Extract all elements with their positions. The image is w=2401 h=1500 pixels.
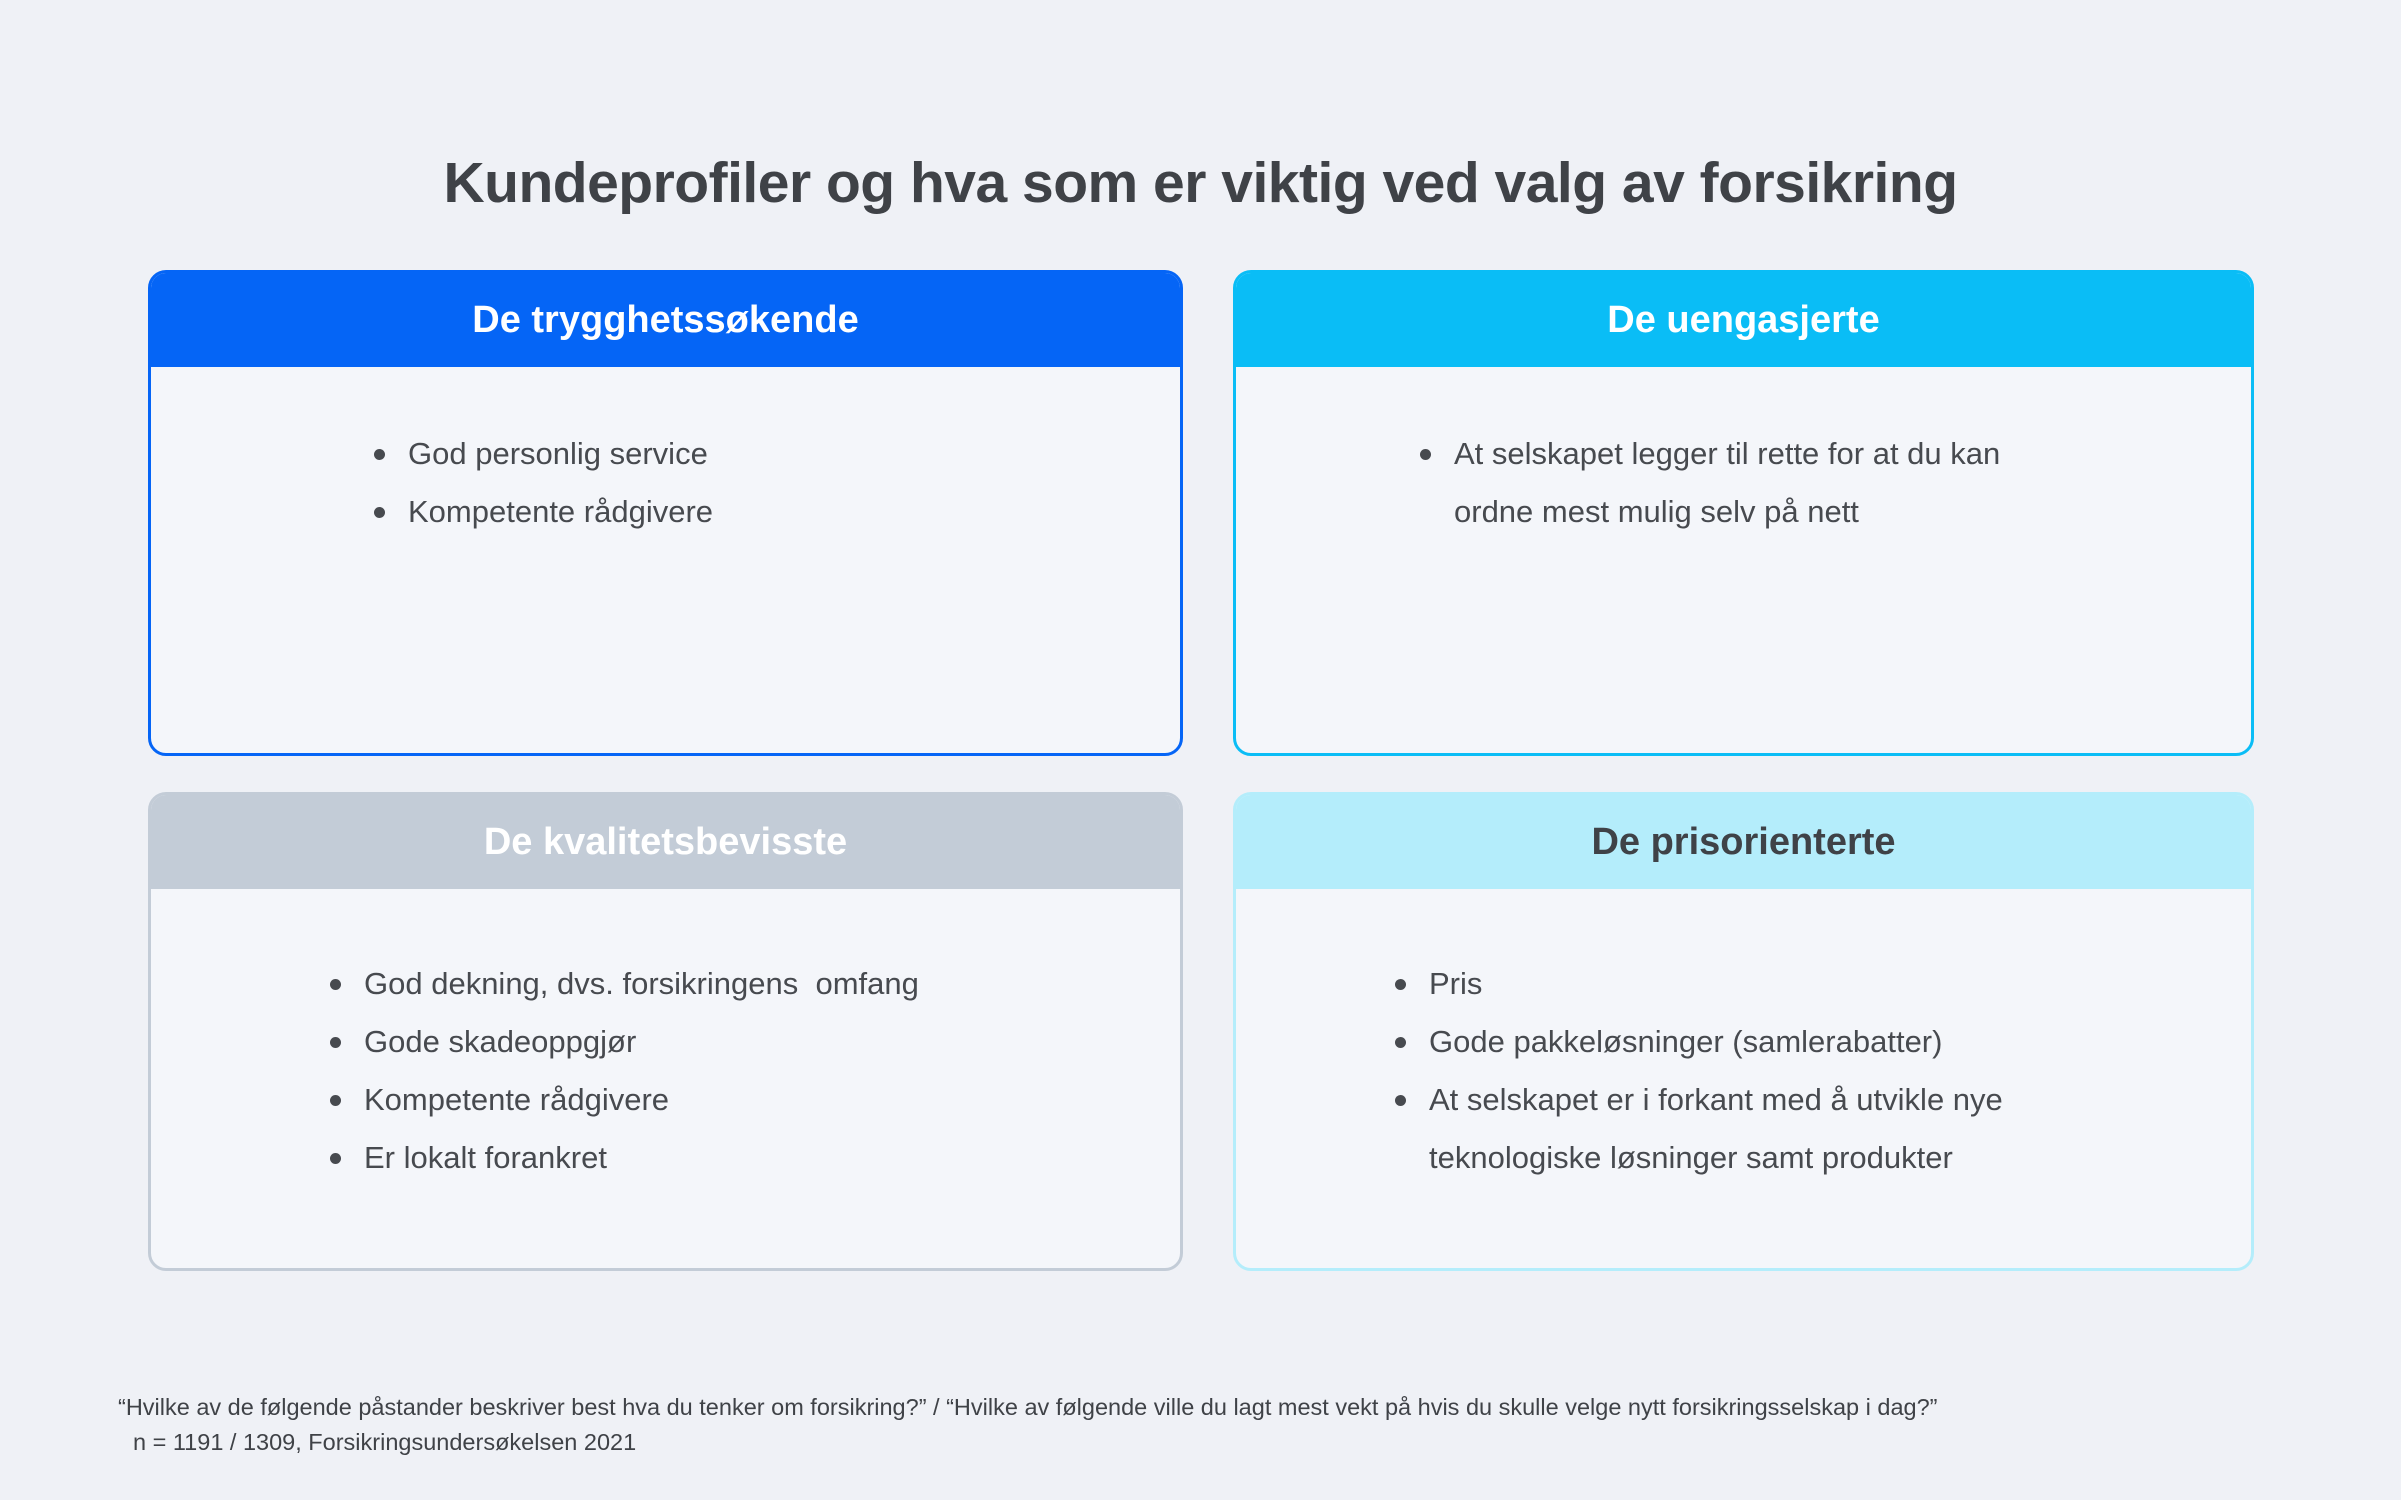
footer-sample-size: n = 1191 / 1309, Forsikringsundersøkelsen 2021 <box>133 1429 637 1455</box>
card-prisorienterte <box>1233 792 2254 1271</box>
bullet-list <box>1418 425 2028 541</box>
card-uengasjerte-header: De uengasjerte <box>1236 273 2251 367</box>
footer-source-note <box>118 1390 1937 1460</box>
card-kvalitetsbevisste-body <box>151 955 1180 1187</box>
bullet-item: Gode skadeoppgjør <box>328 1013 1180 1071</box>
bullet-item: God personlig service <box>372 425 1180 483</box>
bullet-list <box>372 425 1180 541</box>
bullet-item: Gode pakkeløsninger (samlerabatter) <box>1393 1013 2073 1071</box>
footer-question-text: “Hvilke av de følgende påstander beskriver best hva du tenker om forsikring?” / “Hvilke av følgende ville du lagt mest vekt på hvis du skulle velge nytt forsikringsselskap i dag?” <box>118 1394 1938 1420</box>
bullet-item: Kompetente rådgivere <box>328 1071 1180 1129</box>
bullet-item: God dekning, dvs. forsikringens omfang <box>328 955 1180 1013</box>
bullet-item: At selskapet legger til rette for at du kan ordne mest mulig selv på nett <box>1418 425 2028 541</box>
bullet-item: At selskapet er i forkant med å utvikle nye teknologiske løsninger samt produkter <box>1393 1071 2073 1187</box>
card-trygghetssokende-body <box>151 425 1180 541</box>
card-trygghetssokende <box>148 270 1183 756</box>
card-kvalitetsbevisste <box>148 792 1183 1271</box>
bullet-item: Pris <box>1393 955 2073 1013</box>
bullet-item: Er lokalt forankret <box>328 1129 1180 1187</box>
card-uengasjerte <box>1233 270 2254 756</box>
bullet-item: Kompetente rådgivere <box>372 483 1180 541</box>
bullet-list <box>328 955 1180 1187</box>
card-uengasjerte-body <box>1236 425 2251 541</box>
card-prisorienterte-body <box>1236 955 2251 1187</box>
card-kvalitetsbevisste-header: De kvalitetsbevisste <box>151 795 1180 889</box>
card-prisorienterte-header: De prisorienterte <box>1236 795 2251 889</box>
bullet-list <box>1393 955 2073 1187</box>
card-trygghetssokende-header: De trygghetssøkende <box>151 273 1180 367</box>
page-title: Kundeprofiler og hva som er viktig ved valg av forsikring <box>443 151 1958 216</box>
